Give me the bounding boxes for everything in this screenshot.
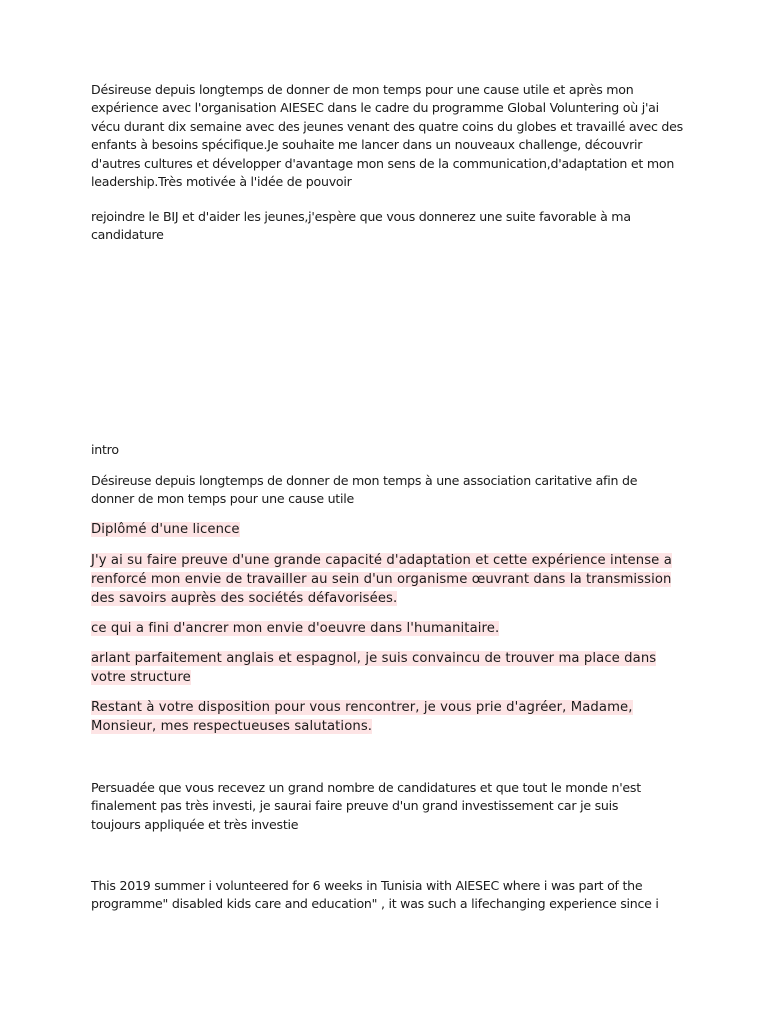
- section-label-intro: intro: [91, 442, 119, 457]
- paragraph-motivation: Désireuse depuis longtemps de donner de mon temps pour une cause utile et après mon expérience avec l'organisation AIESEC dans le cadre du programme Global Voluntering où j'ai vécu durant dix semaine avec des jeunes venant des quatre coins du globes et travaillé avec des enfants à besoins spécifique.Je souhaite me lancer dans un nouveaux challenge, découvrir d'autres cultures et développer d'avantage mon sens de la communication,d'adaptation et mon leadership.Très motivée à l'idée de pouvoir: [91, 82, 683, 190]
- highlight-languages-text: arlant parfaitement anglais et espagnol, je suis convaincu de trouver ma place dans votre structure: [91, 651, 657, 686]
- highlight-humanitarian-text: ce qui a fini d'ancrer mon envie d'oeuvre dans l'humanitaire.: [91, 621, 500, 636]
- highlight-degree: [91, 520, 691, 539]
- paragraph-investment: Persuadée que vous recevez un grand nombre de candidatures et que tout le monde n'est finalement pas très investi, je saurai faire preuve d'un grand investissement car je suis toujours appliquée et très investie: [91, 780, 641, 832]
- highlight-humanitarian: [91, 619, 691, 638]
- highlight-adaptation-text: J'y ai su faire preuve d'une grande capacité d'adaptation et cette expérience intense a renforcé mon envie de travailler au sein d'un organisme œuvrant dans la transmission des savoirs auprès des sociétés défavorisées.: [91, 553, 672, 607]
- paragraph-english: This 2019 summer i volunteered for 6 weeks in Tunisia with AIESEC where i was part of the programme" disabled kids care and education" , it was such a lifechanging experience since i: [91, 878, 659, 912]
- highlight-degree-text: Diplômé d'une licence: [91, 522, 240, 537]
- paragraph-intro: Désireuse depuis longtemps de donner de mon temps à une association caritative afin de donner de mon temps pour une cause utile: [91, 473, 638, 507]
- highlight-adaptation: [91, 551, 691, 609]
- highlight-salutations-text: Restant à votre disposition pour vous rencontrer, je vous prie d'agréer, Madame, Monsieur, mes respectueuses salutations.: [91, 700, 633, 735]
- highlight-languages: [91, 649, 691, 687]
- highlight-salutations: [91, 698, 691, 736]
- paragraph-closing: rejoindre le BIJ et d'aider les jeunes,j'espère que vous donnerez une suite favorable à ma candidature: [91, 209, 631, 243]
